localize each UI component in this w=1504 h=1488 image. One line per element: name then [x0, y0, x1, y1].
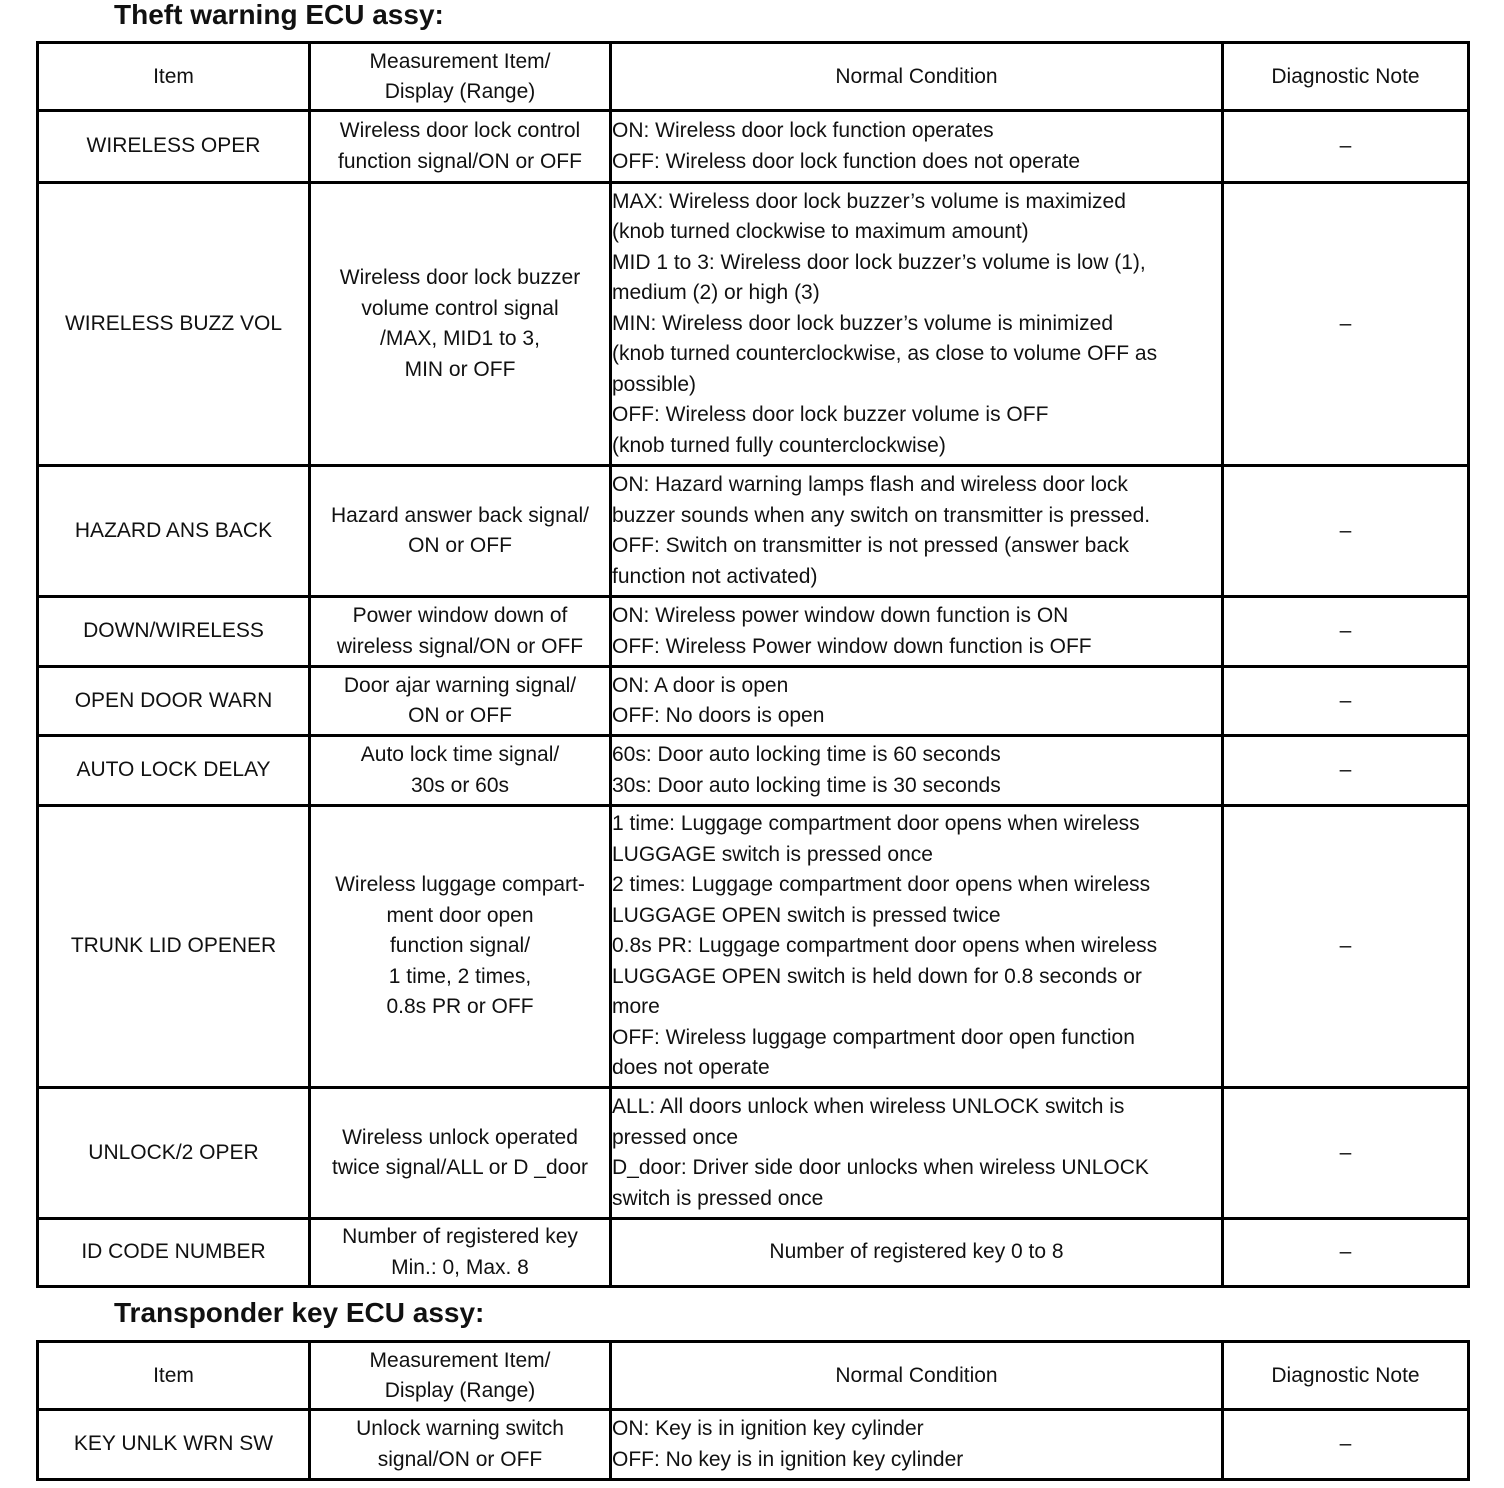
header-text: Display (Range)	[384, 1378, 536, 1402]
item-cell: TRUNK LID OPENER	[38, 806, 310, 1088]
measurement-line: MIN or OFF	[404, 357, 516, 381]
section-title-theft-warning: Theft warning ECU assy:	[114, 0, 444, 30]
normal-condition-line: pressed once	[612, 1125, 739, 1149]
measurement-line: function signal/	[389, 934, 531, 958]
diagnostic-note-cell: –	[1223, 1219, 1469, 1287]
normal-condition-line: Number of registered key 0 to 8	[769, 1240, 1064, 1264]
measurement-line: ON or OFF	[408, 704, 512, 727]
normal-condition-line: ALL: All doors unlock when wireless UNLOCK switch is	[612, 1095, 1125, 1118]
measurement-line: Wireless door lock control	[339, 119, 581, 142]
measurement-line: ON or OFF	[408, 534, 512, 557]
measurement-cell	[310, 806, 611, 1088]
normal-condition-cell	[611, 1410, 1223, 1480]
normal-condition-cell	[611, 1219, 1223, 1287]
measurement-line: ment door open	[386, 903, 534, 927]
table-header-row	[38, 1342, 1469, 1410]
table-row	[38, 667, 1469, 736]
header-text: Diagnostic Note	[1271, 64, 1420, 88]
measurement-line: function signal/ON or OFF	[338, 149, 582, 173]
normal-condition-line: LUGGAGE OPEN switch is pressed twice	[612, 903, 1001, 927]
normal-condition-line: MIN: Wireless door lock buzzer’s volume is minimized	[612, 311, 1114, 335]
normal-condition-line: 60s: Door auto locking time is 60 seconds	[612, 743, 1001, 766]
normal-condition-line: OFF: No doors is open	[612, 704, 825, 727]
normal-condition-line: 2 times: Luggage compartment door opens when wireless	[612, 873, 1151, 897]
normal-condition-line: MAX: Wireless door lock buzzer’s volume is maximized	[612, 189, 1126, 213]
measurement-line: Wireless door lock buzzer	[339, 266, 581, 289]
normal-condition-line: LUGGAGE OPEN switch is held down for 0.8 seconds or	[612, 964, 1142, 988]
table-row	[38, 806, 1469, 1088]
normal-condition-line: function not activated)	[612, 564, 818, 588]
measurement-line: 0.8s PR or OFF	[386, 995, 534, 1019]
normal-condition-line: OFF: Wireless door lock function does not operate	[612, 149, 1081, 173]
normal-condition-line: 0.8s PR: Luggage compartment door opens when wireless	[612, 934, 1158, 958]
diagnostic-note-cell: –	[1223, 736, 1469, 806]
normal-condition-cell	[611, 597, 1223, 667]
measurement-line: wireless signal/ON or OFF	[336, 634, 584, 658]
measurement-line: Power window down of	[352, 604, 568, 627]
header-normal-condition	[611, 1342, 1223, 1410]
normal-condition-line: LUGGAGE switch is pressed once	[612, 842, 933, 866]
header-diagnostic-note	[1223, 1342, 1469, 1410]
diagnostic-note-cell: –	[1223, 806, 1469, 1088]
item-cell: HAZARD ANS BACK	[38, 466, 310, 597]
item-cell: ID CODE NUMBER	[38, 1219, 310, 1287]
table-row	[38, 1219, 1469, 1287]
diagnostic-note-cell: –	[1223, 597, 1469, 667]
measurement-line: twice signal/ALL or D _door	[331, 1156, 589, 1179]
measurement-line: Wireless unlock operated	[342, 1125, 578, 1149]
table-row	[38, 597, 1469, 667]
normal-condition-line: possible)	[612, 372, 697, 396]
normal-condition-line: ON: Hazard warning lamps flash and wireless door lock	[612, 473, 1128, 496]
theft-warning-table	[36, 41, 1470, 1288]
item-cell: KEY UNLK WRN SW	[38, 1410, 310, 1480]
normal-condition-line: D_door: Driver side door unlocks when wireless UNLOCK	[612, 1156, 1149, 1179]
normal-condition-cell	[611, 736, 1223, 806]
diagnostic-note-cell: –	[1223, 111, 1469, 183]
measurement-cell	[310, 466, 611, 597]
header-text: Normal Condition	[835, 1363, 998, 1387]
normal-condition-line: ON: Wireless power window down function is ON	[612, 604, 1069, 627]
normal-condition-line: ON: Wireless door lock function operates	[612, 119, 994, 142]
table-row	[38, 183, 1469, 466]
normal-condition-line: OFF: No key is in ignition key cylinder	[612, 1447, 964, 1471]
normal-condition-cell	[611, 806, 1223, 1088]
measurement-cell	[310, 667, 611, 736]
header-diagnostic-note	[1223, 43, 1469, 111]
normal-condition-line: 30s: Door auto locking time is 30 seconds	[612, 773, 1001, 797]
normal-condition-line: OFF: Wireless door lock buzzer volume is OFF	[612, 403, 1049, 427]
header-text: Measurement Item/	[369, 1348, 551, 1372]
header-text: Normal Condition	[835, 64, 998, 88]
normal-condition-line: ON: Key is in ignition key cylinder	[612, 1417, 924, 1440]
normal-condition-line: medium (2) or high (3)	[612, 281, 820, 305]
normal-condition-line: (knob turned clockwise to maximum amount)	[612, 220, 1029, 244]
diagnostic-note-cell: –	[1223, 466, 1469, 597]
measurement-line: Unlock warning switch	[356, 1417, 564, 1440]
normal-condition-line: does not operate	[612, 1056, 770, 1080]
diagnostic-note-cell: –	[1223, 183, 1469, 466]
normal-condition-line: OFF: Wireless luggage compartment door open function	[612, 1025, 1135, 1049]
table-row	[38, 466, 1469, 597]
header-measurement	[310, 43, 611, 111]
normal-condition-cell	[611, 667, 1223, 736]
table-row	[38, 736, 1469, 806]
normal-condition-line: OFF: Wireless Power window down function is OFF	[612, 634, 1092, 658]
table-header-row	[38, 43, 1469, 111]
diagnostic-note-cell: –	[1223, 1410, 1469, 1480]
diagnostic-note-cell: –	[1223, 1088, 1469, 1219]
item-cell: AUTO LOCK DELAY	[38, 736, 310, 806]
header-item	[38, 1342, 310, 1410]
measurement-line: Min.: 0, Max. 8	[391, 1255, 529, 1279]
measurement-cell	[310, 183, 611, 466]
measurement-cell	[310, 597, 611, 667]
measurement-cell	[310, 1219, 611, 1287]
item-cell: WIRELESS OPER	[38, 111, 310, 183]
normal-condition-cell	[611, 111, 1223, 183]
diagnostic-note-cell: –	[1223, 667, 1469, 736]
normal-condition-line: buzzer sounds when any switch on transmitter is pressed.	[612, 503, 1151, 527]
table-row	[38, 1410, 1469, 1480]
header-text: Item	[153, 64, 194, 88]
measurement-line: volume control signal	[361, 296, 559, 320]
normal-condition-cell	[611, 183, 1223, 466]
measurement-line: Number of registered key	[342, 1225, 578, 1248]
normal-condition-line: OFF: Switch on transmitter is not pressed (answer back	[612, 534, 1130, 557]
measurement-line: 30s or 60s	[410, 773, 510, 797]
measurement-cell	[310, 1088, 611, 1219]
measurement-cell	[310, 736, 611, 806]
measurement-line: Auto lock time signal/	[360, 743, 560, 766]
normal-condition-line: switch is pressed once	[612, 1186, 824, 1210]
header-item	[38, 43, 310, 111]
measurement-cell	[310, 111, 611, 183]
measurement-line: signal/ON or OFF	[377, 1447, 543, 1471]
item-cell: OPEN DOOR WARN	[38, 667, 310, 736]
normal-condition-line: MID 1 to 3: Wireless door lock buzzer’s volume is low (1),	[612, 250, 1146, 274]
item-cell: DOWN/WIRELESS	[38, 597, 310, 667]
measurement-cell	[310, 1410, 611, 1480]
header-text: Display (Range)	[384, 79, 536, 103]
measurement-line: Door ajar warning signal/	[343, 673, 577, 697]
normal-condition-line: ON: A door is open	[612, 673, 789, 697]
section-title-transponder-key: Transponder key ECU assy:	[114, 1297, 485, 1328]
normal-condition-line: 1 time: Luggage compartment door opens when wireless	[612, 812, 1140, 836]
item-cell: UNLOCK/2 OPER	[38, 1088, 310, 1219]
header-measurement	[310, 1342, 611, 1410]
item-cell: WIRELESS BUZZ VOL	[38, 183, 310, 466]
header-text: Item	[153, 1363, 194, 1387]
table-row	[38, 111, 1469, 183]
normal-condition-line: more	[612, 995, 660, 1019]
table-row	[38, 1088, 1469, 1219]
measurement-line: Wireless luggage compart-	[335, 873, 585, 897]
measurement-line: 1 time, 2 times,	[388, 964, 532, 988]
transponder-key-table	[36, 1340, 1470, 1481]
header-normal-condition	[611, 43, 1223, 111]
header-text: Diagnostic Note	[1271, 1363, 1420, 1387]
normal-condition-line: (knob turned fully counterclockwise)	[612, 433, 946, 457]
measurement-line: /MAX, MID1 to 3,	[380, 327, 540, 350]
normal-condition-line: (knob turned counterclockwise, as close to volume OFF as	[612, 342, 1158, 366]
normal-condition-cell	[611, 466, 1223, 597]
header-text: Measurement Item/	[369, 49, 551, 73]
normal-condition-cell	[611, 1088, 1223, 1219]
measurement-line: Hazard answer back signal/	[331, 503, 589, 527]
